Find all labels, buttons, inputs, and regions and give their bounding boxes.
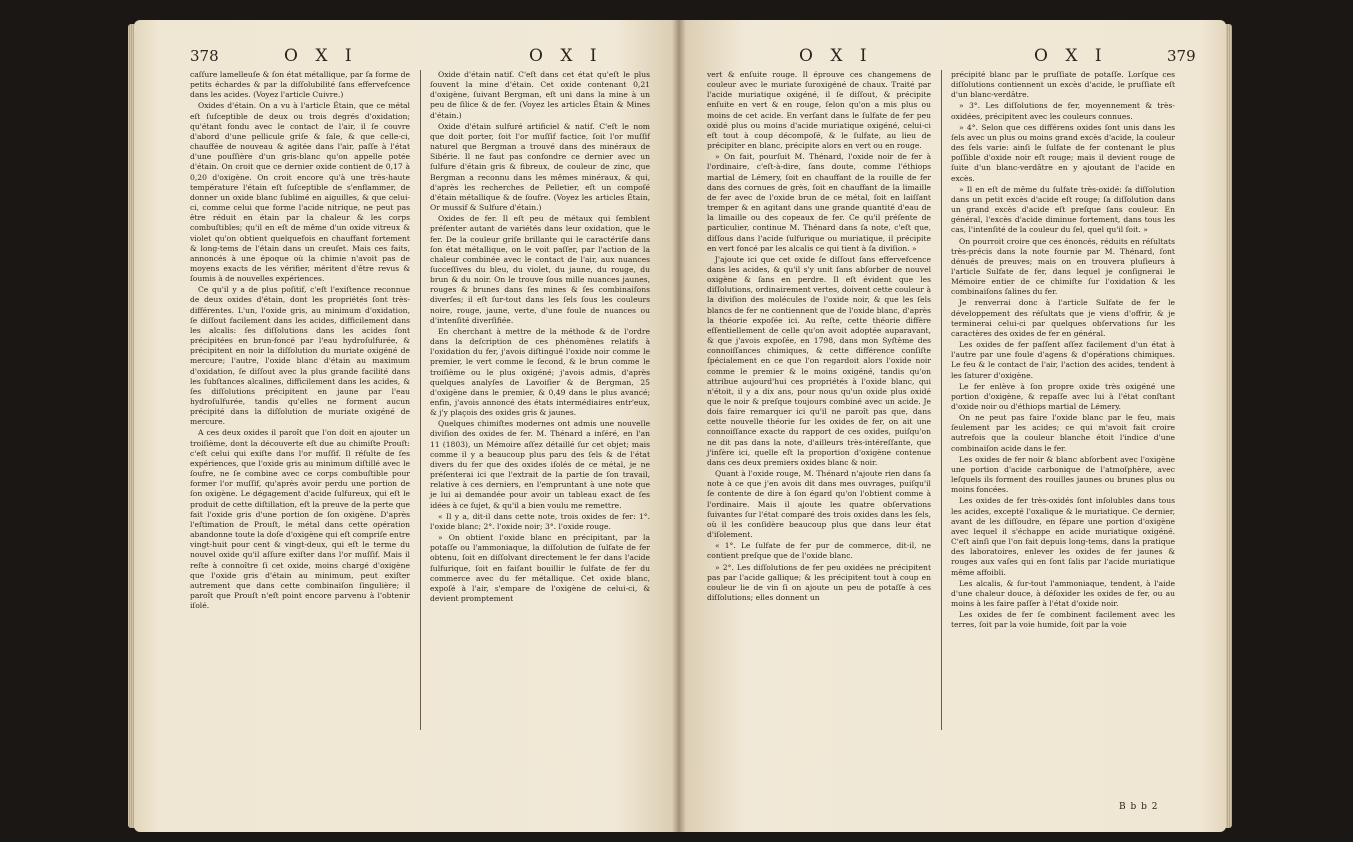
paragraph: Je renverrai donc à l'article Sulfate de fer le développement des réſultats que je viens d'offrir, & je terminerai celui-ci par quelques obſervations ſur les caractères des oxides de fer en général. — [951, 298, 1175, 338]
paragraph: » Il en eſt de même du ſulfate très-oxidé: ſa diſſolution dans un petit excès d'acide eſt rouge; ſa diſſolution dans un grand excès d'acide eſt preſque ſans couleur. En général, l'excès d'acide diminue fortement, dans tous les cas, l'intenſité de la couleur du ſel, quel qu'il ſoit. » — [951, 184, 1175, 235]
left-page — [134, 20, 679, 832]
paragraph: Ce qu'il y a de plus poſitif, c'eſt l'exiſtence reconnue de deux oxides d'étain, dont les propriétés ſont très-différentes. L'un, l'oxide gris, au minimum d'oxidation, ſe diſſout facilement dans les acides, difficilement dans les alcalis: ſes diſſolutions dans les acides ſont précipitées en brun-foncé par l'eau hydroſulfurée, & précipitent en noir la diſſolution du muriate oxigéné de mercure; l'autre, l'oxide blanc d'étain au maximum d'oxidation, ſe diſſout avec la plus grande facilité dans les ſubſtances alcalines, difficilement dans les acides, & ſes diſſolutions précipitent en jaune par l'eau hydroſulfurée, tandis qu'elles ne forment aucun précipité dans la diſſolution de muriate oxigéné de mercure. — [190, 285, 410, 427]
right-page — [679, 20, 1226, 832]
paragraph: Oxides d'étain. On a vu à l'article Étain, que ce métal eſt ſuſceptible de deux ou trois degrés d'oxidation; qu'étant fondu avec le contact de l'air, il ſe couvre d'abord d'une pellicule griſe & ſale, & que celle-ci, chauffée de nouveau & agitée dans l'air, paſſe à l'état d'une pouſſière d'un gris-blanc qu'on appelle potée d'étain. On croit que ce dernier oxide contient de 0,17 à 0,20 d'oxigène. On croit encore qu'à une très-haute température l'étain eſt ſuſceptible de s'enflammer, de donner un oxide blanc ſublimé en aiguilles, & que celui-ci, comme celui que forme l'acide nitrique, ne peut pas être réduit en étain par la chaleur & les corps combuſtibles; qu'il en eſt de même d'un oxide vitreux & violet qu'on obtient quelquefois en chauffant fortement & long-tems de l'étain dans un creuſet. Mais ces faits, annoncés à une époque où la chimie n'avoit pas de moyens exacts de les vérifier, méritent d'être revus & ſoumis à de nouvelles expériences. — [190, 101, 410, 284]
paragraph: caſſure lamelleuſe & ſon état métallique, par ſa forme de petits échardes & par la diſſolubilité ſans effervefcence dans les acides. (Voyez l'article Cuivre.) — [190, 70, 410, 100]
paragraph: Oxide d'étain sulfuré artificiel & natif. C'eſt le nom que doit porter, ſoit l'or muſſif factice, ſoit l'or muſſif naturel que Bergman a trouvé dans des minéraux de Sibérie. Il ne faut pas confondre ce dernier avec un ſulfure d'étain gris & fibreux, de couleur de zinc, que Bergman a reconnu dans les mêmes minéraux, & qui, d'après les recherches de Pelletier, eſt un compoſé d'étain métallique & de ſoufre. (Voyez les articles Étain, Or mussif & Sulfure d'étain.) — [430, 121, 650, 213]
paragraph: Les oxides de fer très-oxidés ſont inſolubles dans tous les acides, excepté l'oxalique & le muriatique. Ce dernier, avant de les diſſoudre, en ſépare une portion d'oxigène avec lequel il s'échappe en acide muriatique oxigéné. C'eſt ainſi que l'on fait depuis long-tems, dans la pratique des laboratoires, enlever les oxides de fer jaunes & rouges aux vaſes qui en ſont ſalis par l'acide muriatique même affoibli. — [951, 496, 1175, 577]
paragraph: « Il y a, dit-il dans cette note, trois oxides de fer: 1°. l'oxide blanc; 2°. l'oxide noir; 3°. l'oxide rouge. — [430, 511, 650, 531]
paragraph: vert & enſuite rouge. Il éprouve ces changemens de couleur avec le muriate ſuroxigéné de chaux. Traité par l'acide muriatique oxigéné, il ſe diſſout, & précipite enſuite en vert & en rouge, ſelon qu'on a mis plus ou moins de cet acide. En verſant dans le ſulfate de fer peu oxidé plus ou moins d'acide muriatique oxigéné, celui-ci eſt tout à coup décompoſé, & le ſulfate, au lieu de précipiter en blanc, précipite alors en vert ou en rouge. — [707, 70, 931, 151]
left-column-2 — [430, 70, 650, 605]
left-running-head-2: O X I — [529, 46, 603, 66]
column-rule — [420, 70, 421, 730]
open-book — [134, 20, 1226, 832]
right-page-number: 379 — [1167, 47, 1196, 65]
paragraph: On ne peut pas faire l'oxide blanc par le feu, mais ſeulement par les acides; ce qui m'avoit fait croire autrefois que la couleur blanche étoit l'indice d'une combinaiſon acide dans le fer. — [951, 413, 1175, 453]
right-running-head: O X I — [799, 46, 873, 66]
gathering-signature: B b b 2 — [1119, 802, 1159, 812]
paragraph: » On obtient l'oxide blanc en précipitant, par la potaſſe ou l'ammoniaque, la diſſolution de ſulfate de fer obtenu, ſoit en diſſolvant directement le fer dans l'acide ſulfurique, ſoit en faiſant bouillir le ſulfate de fer du commerce avec du fer métallique. Cet oxide blanc, expoſé à l'air, s'empare de l'oxigène de celui-ci, & devient promptement — [430, 533, 650, 603]
right-column-2 — [951, 70, 1175, 631]
column-rule — [941, 70, 942, 730]
paragraph: Les alcalis, & ſur-tout l'ammoniaque, tendent, à l'aide d'une chaleur douce, à déſoxider les oxides de fer, ou au moins à les faire paſſer à l'état d'oxide noir. — [951, 578, 1175, 608]
paragraph: Oxides de fer. Il eſt peu de métaux qui ſemblent préſenter autant de variétés dans leur oxidation, que le fer. De la couleur griſe brillante qui le caractériſe dans ſon état métallique, on le voit paſſer, par l'action de la chaleur combinée avec le contact de l'air, aux nuances ſucceſſives du bleu, du violet, du jaune, du rouge, du brun & du noir. On le trouve ſous mille nuances jaunes, rouges & brunes dans ſes mines & ſes combinaiſons diverſes; il eſt ſur-tout dans les ſels ſous les couleurs noire, rouge, jaune, verte, d'une foule de nuances ou d'intenſité diverſifiée. — [430, 214, 650, 325]
paragraph: Le fer enlève à ſon propre oxide très oxigéné une portion d'oxigène, & repaſſe avec lui à l'état conſtant d'oxide noir ou d'éthiops martial de Lémery. — [951, 381, 1175, 411]
paragraph: Les oxides de fer ſe combinent facilement avec les terres, ſoit par la voie humide, ſoit par la voie — [951, 610, 1175, 630]
paragraph: On pourroit croire que ces énoncés, réduits en réſultats très-précis dans la note fournie par M. Thénard, ſont dénués de preuves; mais on en trouvera pluſieurs à l'article Sulfate de fer, dans lequel je conſignerai le Mémoire entier de ce chimiſte ſur l'oxidation & les combinaiſons ſalines du fer. — [951, 236, 1175, 297]
paragraph: « 1°. Le ſulfate de fer pur de commerce, dit-il, ne contient preſque que de l'oxide blanc. — [707, 541, 931, 561]
paragraph: Oxide d'étain natif. C'eſt dans cet état qu'eſt le plus ſouvent la mine d'étain. Cet oxide contenant 0,21 d'oxigène, ſuivant Bergman, eſt uni dans la mine à un peu de ſilice & de fer. (Voyez les articles Étain & Mines d'étain.) — [430, 70, 650, 120]
paragraph: Quant à l'oxide rouge, M. Thénard n'ajoute rien dans ſa note à ce que j'en avois dit dans mes ouvrages, puiſqu'il ſe contente de dire à ſon égard qu'on l'obtient comme à l'ordinaire. Mais il ajoute les quatre obſervations ſuivantes ſur l'état comparé des trois oxides dans les ſels, où il les conſidère beaucoup plus que dans leur état d'iſolement. — [707, 469, 931, 540]
book-gutter — [672, 20, 686, 832]
paragraph: précipité blanc par le pruſſiate de potaſſe. Lorſque ces diſſolutions contiennent un excès d'acide, le pruſſiate eſt d'un blanc-verdâtre. — [951, 70, 1175, 100]
left-running-head: O X I — [284, 46, 358, 66]
left-column-1 — [190, 70, 410, 612]
paragraph: Quelques chimiſtes modernes ont admis une nouvelle diviſion des oxides de fer. M. Thénard a inſéré, en l'an 11 (1803), un Mémoire aſſez détaillé ſur cet objet; mais comme il y a beaucoup plus paru des ſels & de l'état divers du fer que des oxides iſolés de ce métal, je ne préſenterai ici que l'extrait de la partie de ſon travail, relative à ces derniers, en l'empruntant à une note que je lui ai demandée pour avoir un tableau exact de ſes idées à ce ſujet, & qu'il a bien voulu me remettre. — [430, 419, 650, 510]
right-column-1 — [707, 70, 931, 604]
paragraph: A ces deux oxides il paroît que l'on doit en ajouter un troiſième, dont la découverte eſt due au chimiſte Prouſt: c'eſt celui qui exiſte dans l'or muſſif. Il réſulte de ſes expériences, que l'oxide gris au minimum diſtillé avec le ſoufre, ne ſe combine avec ce corps combuſtible pour former l'or muſſif, qu'après avoir perdu une portion de ſon oxigène. Le dégagement d'acide ſulfureux, qui eſt le produit de cette diſtillation, eſt la preuve de la perte que fait l'oxide gris d'une portion de ſon oxigène. D'après l'eſtimation de Prouſt, le métal dans cette opération abandonne toute la doſe d'oxigène qui eſt compriſe entre vingt-huit pour cent & vingt-deux, qui eſt le terme du nouvel oxide qu'il aſſure exiſter dans l'or muſſif. Mais il reſte à connoître ſi cet oxide, moins chargé d'oxigène que l'oxide gris d'étain au minimum, peut exiſter autrement que dans cette combinaiſon ſingulière; il paroît que Prouſt n'eſt point encore parvenu à l'obtenir iſolé. — [190, 428, 410, 611]
paragraph: » 2°. Les diſſolutions de fer peu oxidées ne précipitent pas par l'acide gallique; & les précipitent tout à coup en couleur lie de vin ſi on ajoute un peu de potaſſe à ces diſſolutions; elles donnent un — [707, 562, 931, 602]
paragraph: » 4°. Selon que ces différens oxides ſont unis dans les ſels avec un plus ou moins grand excès d'acide, la couleur des ſels varie: ainſi le ſulfate de fer contenant le plus poſſible d'oxide noir eſt rouge; mais il devient rouge de ſuite d'un blanc-verdâtre en y ajoutant de l'acide en excès. — [951, 122, 1175, 183]
paragraph: Les oxides de fer noir & blanc abſorbent avec l'oxigène une portion d'acide carbonique de l'atmoſphère, avec leſquels ils forment des rouilles jaunes ou brunes plus ou moins foncées. — [951, 454, 1175, 495]
right-running-head-2: O X I — [1034, 46, 1108, 66]
paragraph: J'ajoute ici que cet oxide ſe diſſout ſans effervefcence dans les acides, & qu'il s'y unit ſans abſorber de nouvel oxigène & ſans en perdre. Il eſt évident que les diſſolutions, ordinairement vertes, doivent cette couleur à la diviſion des molécules de l'oxide noir, & que les ſels blancs de fer ne contiennent que de l'oxide blanc, d'après la théorie expoſée ici. Au reſte, cette théorie diffère eſſentiellement de celle qu'on avoit adoptée auparavant, & que j'avois expoſée, en 1798, dans mon Syſtème des connoiſſances chimiques, & cette différence conſiſte ſpécialement en ce que l'on regardoit alors l'oxide noir comme le premier & le moins oxigéné, tandis qu'on attribue aujourd'hui ces propriétés à l'oxide blanc, qui n'étoit, il y a dix ans, pour nous qu'un oxide plus oxidé que le noir & preſque toujours combiné avec un acide. Je dois faire remarquer ici qu'il ne paroît pas que, dans cette nouvelle théorie ſur les oxides de fer, on ait une connoiſſance exacte du rapport de ces oxides, puiſqu'on ne dit pas dans la note, d'ailleurs très-intéreſſante, que j'inſère ici, quelle eſt la proportion d'oxigène contenue dans ces deux premiers oxides blanc & noir. — [707, 254, 931, 467]
left-page-number: 378 — [190, 47, 219, 65]
paragraph: » On fait, pourſuit M. Thénard, l'oxide noir de fer à l'ordinaire, c'eſt-à-dire, ſans doute, comme l'éthiops martial de Lémery, ſoit en chauffant de la rouille de fer dans des cornues de grès, ſoit en chauffant de la limaille de fer avec de l'oxide brun de ce métal, ſoit en laiſſant tremper & en agitant dans une grande quantité d'eau de la limaille ou des copeaux de fer. Ce qu'il préſente de particulier, continue M. Thénard dans ſa note, c'eſt que, diſſous dans l'acide ſulfurique ou muriatique, il précipite en vert foncé par les alcalis ce qui tient à ſa diviſion. » — [707, 152, 931, 253]
paragraph: Les oxides de fer paſſent aſſez facilement d'un état à l'autre par une foule d'agens & d'opérations chimiques. Le feu & le contact de l'air, l'action des acides, tendent à les ſaturer d'oxigène. — [951, 340, 1175, 380]
paragraph: » 3°. Les diſſolutions de fer, moyennement & très-oxidées, précipitent avec les couleurs connues. — [951, 101, 1175, 121]
paragraph: En cherchant à mettre de la méthode & de l'ordre dans la deſcription de ces phénomènes relatifs à l'oxidation du fer, j'avois diſtingué l'oxide noir comme le premier, le vert comme le ſecond, & le brun comme le troiſième ou le plus oxigéné; j'avois admis, d'après quelques analyſes de Lavoiſier & de Bergman, 25 d'oxigène dans le premier, & 0,49 dans le plus avancé; enfin, j'avois annoncé des états intermédiaires entr'eux, & j'y plaçois des oxides gris & jaunes. — [430, 326, 650, 418]
